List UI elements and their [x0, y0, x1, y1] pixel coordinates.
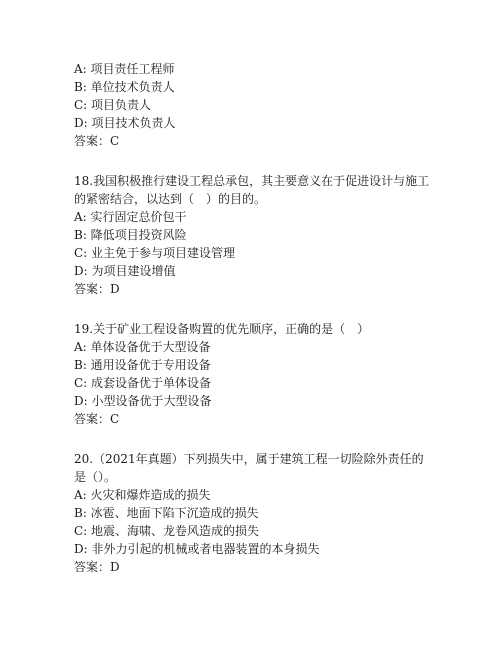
answer-line: 答案：D [74, 282, 120, 296]
option-a: A: 项目责任工程师 [74, 62, 175, 76]
option-c: C: 成套设备优于单体设备 [74, 376, 212, 390]
option-d: D: 为项目建设增值 [74, 264, 176, 278]
question-block-18 [74, 172, 434, 298]
question-stem: 20.（2021年真题）下列损失中，属于建筑工程一切险除外责任的是（）。 [74, 452, 424, 484]
option-c: C: 地震、海啸、龙卷风造成的损失 [74, 524, 260, 538]
question-block-20 [74, 450, 434, 576]
question-block-19 [74, 320, 434, 428]
answer-line: 答案：D [74, 560, 120, 574]
option-c: C: 业主免于参与项目建设管理 [74, 246, 236, 260]
option-d: D: 项目技术负责人 [74, 116, 176, 130]
question-block-17 [74, 60, 434, 150]
option-a: A: 火灾和爆炸造成的损失 [74, 488, 211, 502]
option-d: D: 小型设备优于大型设备 [74, 394, 212, 408]
option-d: D: 非外力引起的机械或者电器装置的本身损失 [74, 542, 320, 556]
option-c: C: 项目负责人 [74, 98, 152, 112]
question-stem: 18.我国积极推行建设工程总承包，其主要意义在于促进设计与施工的紧密结合，以达到（ ）的目的。 [74, 174, 430, 206]
option-b: B: 通用设备优于专用设备 [74, 358, 211, 372]
option-b: B: 降低项目投资风险 [74, 228, 187, 242]
option-a: A: 实行固定总价包干 [74, 210, 187, 224]
document-page [74, 60, 434, 576]
answer-line: 答案：C [74, 412, 120, 426]
option-b: B: 单位技术负责人 [74, 80, 175, 94]
option-a: A: 单体设备优于大型设备 [74, 340, 211, 354]
question-stem: 19.关于矿业工程设备购置的优先顺序，正确的是（ ） [74, 322, 370, 336]
answer-line: 答案：C [74, 134, 120, 148]
option-b: B: 冰雹、地面下陷下沉造成的损失 [74, 506, 259, 520]
